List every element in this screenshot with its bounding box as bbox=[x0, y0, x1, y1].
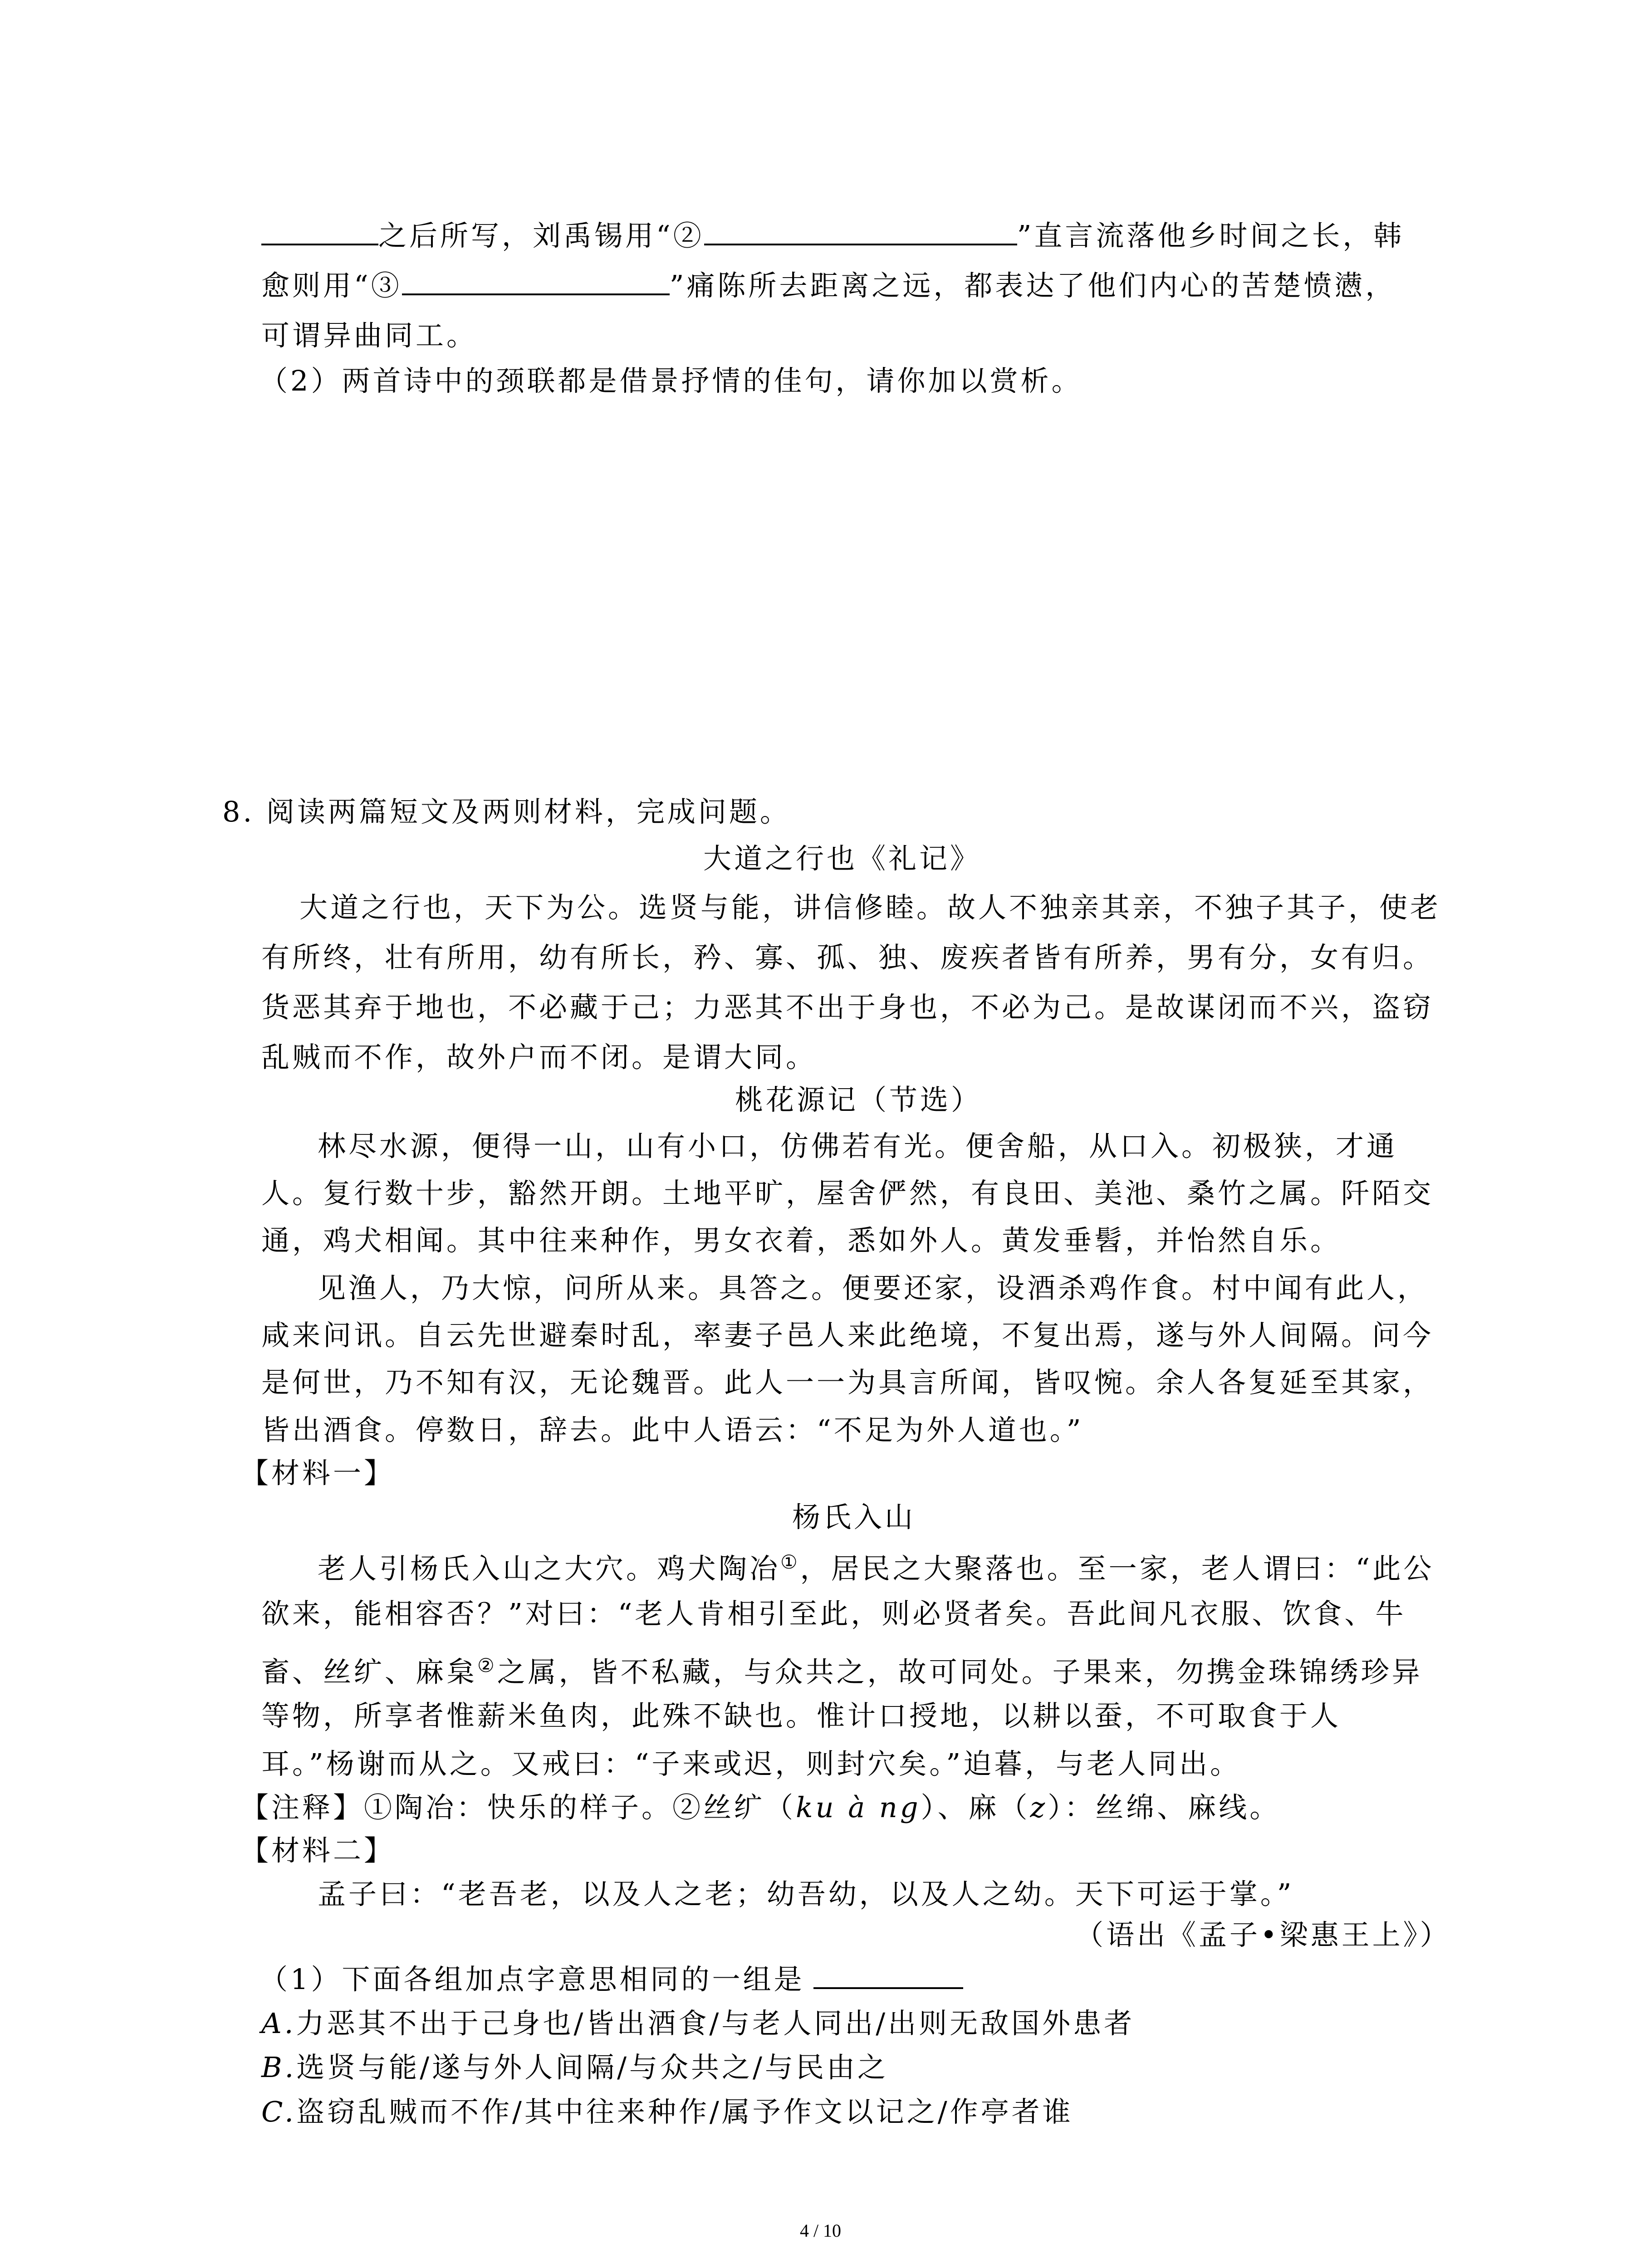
passage2-line: 林尽水源，便得一山，山有小口，仿佛若有光。便舍船，从口入。初极狭，才通 bbox=[318, 1129, 1398, 1163]
passage1-line: 大道之行也，天下为公。选贤与能，讲信修睦。故人不独亲其亲，不独子其子，使老 bbox=[299, 891, 1441, 924]
answer-blank-2[interactable] bbox=[704, 218, 1017, 245]
option-b[interactable]: B.选贤与能/遂与外人间隔/与众共之/与民由之 bbox=[261, 2051, 888, 2084]
answer-blank-4[interactable] bbox=[813, 1962, 963, 1989]
q8-subquestion-1: （1）下面各组加点字意思相同的一组是 bbox=[260, 1961, 963, 1998]
material1-line: 畜、丝纩、麻枲②之属，皆不私藏，与众共之，故可同处。子果来，勿携金珠锦绣珍异 bbox=[261, 1654, 1423, 1689]
material1-label: 【材料一】 bbox=[240, 1457, 395, 1490]
passage2-line: 见渔人，乃大惊，问所从来。具答之。便要还家，设酒杀鸡作食。村中闻有此人， bbox=[318, 1271, 1429, 1305]
q7-subquestion-2: （2）两首诗中的颈联都是借景抒情的佳句，请你加以赏析。 bbox=[260, 364, 1083, 397]
answer-blank-3[interactable] bbox=[402, 268, 670, 295]
material2-source: （语出《孟子•梁惠王上》） bbox=[1075, 1918, 1451, 1951]
q7-line3: 可谓异曲同工。 bbox=[261, 319, 478, 352]
passage2-line: 是何世，乃不知有汉，无论魏晋。此人一一为具言所闻，皆叹惋。余人各复延至其家， bbox=[261, 1366, 1434, 1399]
footnote-marker-2: ② bbox=[477, 1654, 497, 1677]
passage2-line: 咸来问讯。自云先世避秦时乱，率妻子邑人来此绝境，不复出焉，遂与外人间隔。问今 bbox=[261, 1319, 1434, 1352]
option-c[interactable]: C.盗窃乱贼而不作/其中往来种作/属予作文以记之/作亭者谁 bbox=[261, 2095, 1073, 2128]
material1-title: 杨氏入山 bbox=[792, 1501, 916, 1534]
answer-blank-1[interactable] bbox=[261, 218, 378, 245]
passage2-title: 桃花源记（节选） bbox=[735, 1083, 982, 1116]
material2-quote: 孟子曰：“老吾老，以及人之老；幼吾幼，以及人之幼。天下可运于掌。” bbox=[318, 1877, 1294, 1911]
passage2-line: 通，鸡犬相闻。其中往来种作，男女衣着，悉如外人。黄发垂髫，并怡然自乐。 bbox=[261, 1224, 1342, 1257]
passage1-line: 乱贼而不作，故外户而不闭。是谓大同。 bbox=[261, 1041, 817, 1074]
passage2-line: 皆出酒食。停数日，辞去。此中人语云：“不足为外人道也。” bbox=[261, 1413, 1084, 1447]
passage1-line: 货恶其弃于地也，不必藏于己；力恶其不出于身也，不必为己。是故谋闭而不兴，盗窃 bbox=[261, 991, 1434, 1024]
q8-prompt: 8. 阅读两篇短文及两则材料，完成问题。 bbox=[222, 795, 791, 828]
option-a[interactable]: A.力恶其不出于己身也/皆出酒食/与老人同出/出则无敌国外患者 bbox=[261, 2007, 1135, 2040]
material1-line: 耳。”杨谢而从之。又戒曰：“子来或迟，则封穴矣。”迫暮，与老人同出。 bbox=[261, 1747, 1241, 1780]
passage2-line: 人。复行数十步，豁然开朗。土地平旷，屋舍俨然，有良田、美池、桑竹之属。阡陌交 bbox=[261, 1177, 1434, 1210]
q7-line1: 之后所写，刘禹锡用“② ”直言流落他乡时间之长，韩 bbox=[261, 218, 1404, 254]
passage1-title: 大道之行也《礼记》 bbox=[703, 842, 981, 875]
q7-line2: 愈则用“③ ”痛陈所去距离之远，都表达了他们内心的苦楚愤懑， bbox=[261, 269, 1396, 302]
material1-line: 老人引杨氏入山之大穴。鸡犬陶冶①，居民之大聚落也。至一家，老人谓曰：“此公 bbox=[318, 1551, 1435, 1585]
passage1-line: 有所终，壮有所用，幼有所长，矜、寡、孤、独、废疾者皆有所养，男有分，女有归。 bbox=[261, 941, 1434, 974]
page-number: 4 / 10 bbox=[799, 2220, 842, 2241]
material1-note: 【注释】①陶冶：快乐的样子。②丝纩（ku à ng）、麻（z）：丝绵、麻线。 bbox=[240, 1791, 1281, 1824]
material2-label: 【材料二】 bbox=[240, 1834, 395, 1867]
material1-line: 等物，所享者惟薪米鱼肉，此殊不缺也。惟计口授地，以耕以蚕，不可取食于人 bbox=[261, 1699, 1342, 1732]
material1-line: 欲来，能相容否？”对曰：“老人肯相引至此，则必贤者矣。吾此间凡衣服、饮食、牛 bbox=[261, 1597, 1406, 1630]
footnote-marker-1: ① bbox=[780, 1551, 800, 1573]
